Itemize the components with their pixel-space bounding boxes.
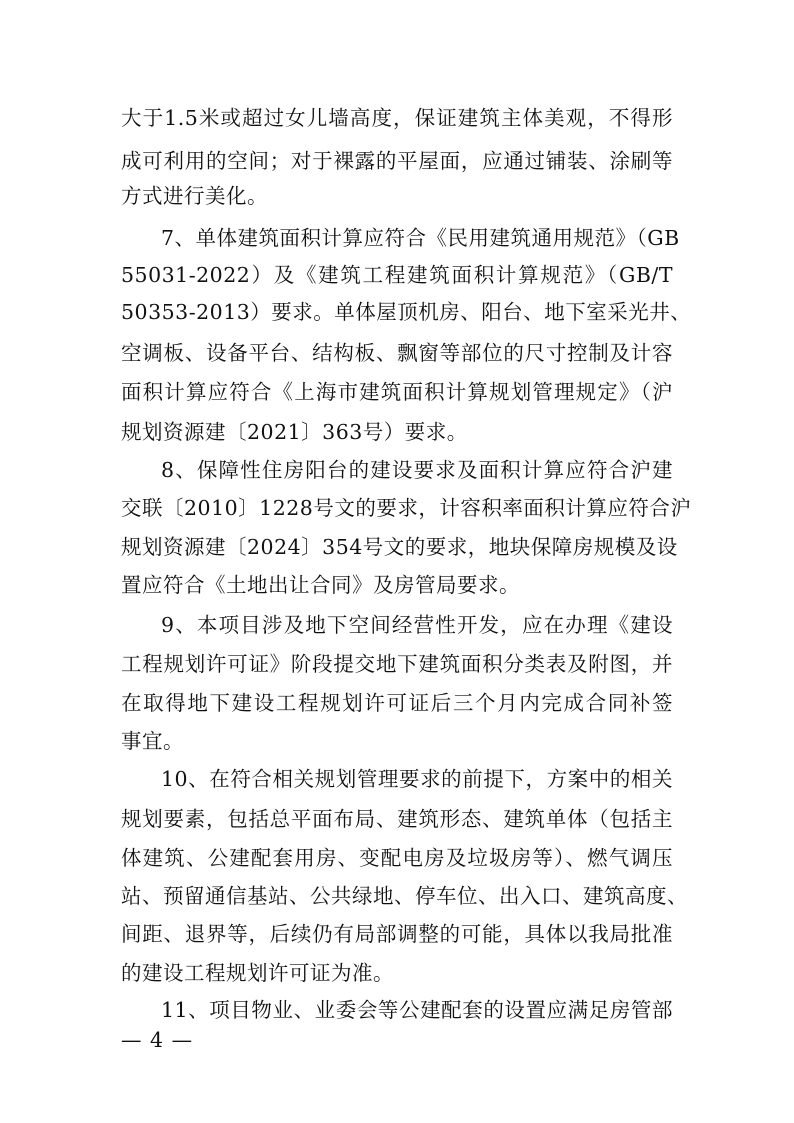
- text-line: 55031-2022）及《建筑工程建筑面积计算规范》（GB/T: [121, 263, 673, 287]
- text-line: 成可利用的空间；对于裸露的平屋面，应通过铺装、涂刷等: [121, 149, 673, 173]
- text-line: 在取得地下建设工程规划许可证后三个月内完成合同补签: [121, 691, 673, 715]
- text-line: 工程规划许可证》阶段提交地下建筑面积分类表及附图，并: [121, 652, 673, 676]
- paragraph-8-start: 8、保障性住房阳台的建设要求及面积计算应符合沪建: [161, 458, 673, 482]
- text-line: 规划资源建〔2024〕354号文的要求，地块保障房规模及设: [121, 535, 678, 559]
- paragraph-7-start: 7、单体建筑面积计算应符合《民用建筑通用规范》（GB: [161, 226, 680, 250]
- text-line: 的建设工程规划许可证为准。: [121, 961, 394, 985]
- text-line: 面积计算应符合《上海市建筑面积计算规划管理规定》（沪: [121, 380, 673, 404]
- text-line: 事宜。: [121, 729, 184, 753]
- text-line: 方式进行美化。: [121, 184, 268, 208]
- paragraph-9-start: 9、本项目涉及地下空间经营性开发，应在办理《建设: [161, 613, 673, 637]
- text-line: 大于1.5米或超过女儿墙高度，保证建筑主体美观，不得形: [121, 106, 673, 130]
- paragraph-11-start: 11、项目物业、业委会等公建配套的设置应满足房管部: [161, 998, 673, 1022]
- text-line: 置应符合《土地出让合同》及房管局要求。: [121, 573, 520, 597]
- page-number: — 4 —: [121, 1028, 194, 1052]
- text-line: 间距、退界等，后续仍有局部调整的可能，具体以我局批准: [121, 922, 673, 946]
- paragraph-10-start: 10、在符合相关规划管理要求的前提下，方案中的相关: [161, 767, 673, 791]
- text-line: 空调板、设备平台、结构板、飘窗等部位的尺寸控制及计容: [121, 341, 673, 365]
- text-line: 规划资源建〔2021〕363号）要求。: [121, 420, 468, 444]
- text-line: 交联〔2010〕1228号文的要求，计容积率面积计算应符合沪: [121, 496, 692, 520]
- text-line: 50353-2013）要求。单体屋顶机房、阳台、地下室采光井、: [121, 300, 692, 324]
- text-line: 站、预留通信基站、公共绿地、停车位、出入口、建筑高度、: [121, 884, 688, 908]
- text-line: 规划要素，包括总平面布局、建筑形态、建筑单体（包括主: [121, 807, 673, 831]
- text-line: 体建筑、公建配套用房、变配电房及垃圾房等）、燃气调压: [121, 846, 673, 870]
